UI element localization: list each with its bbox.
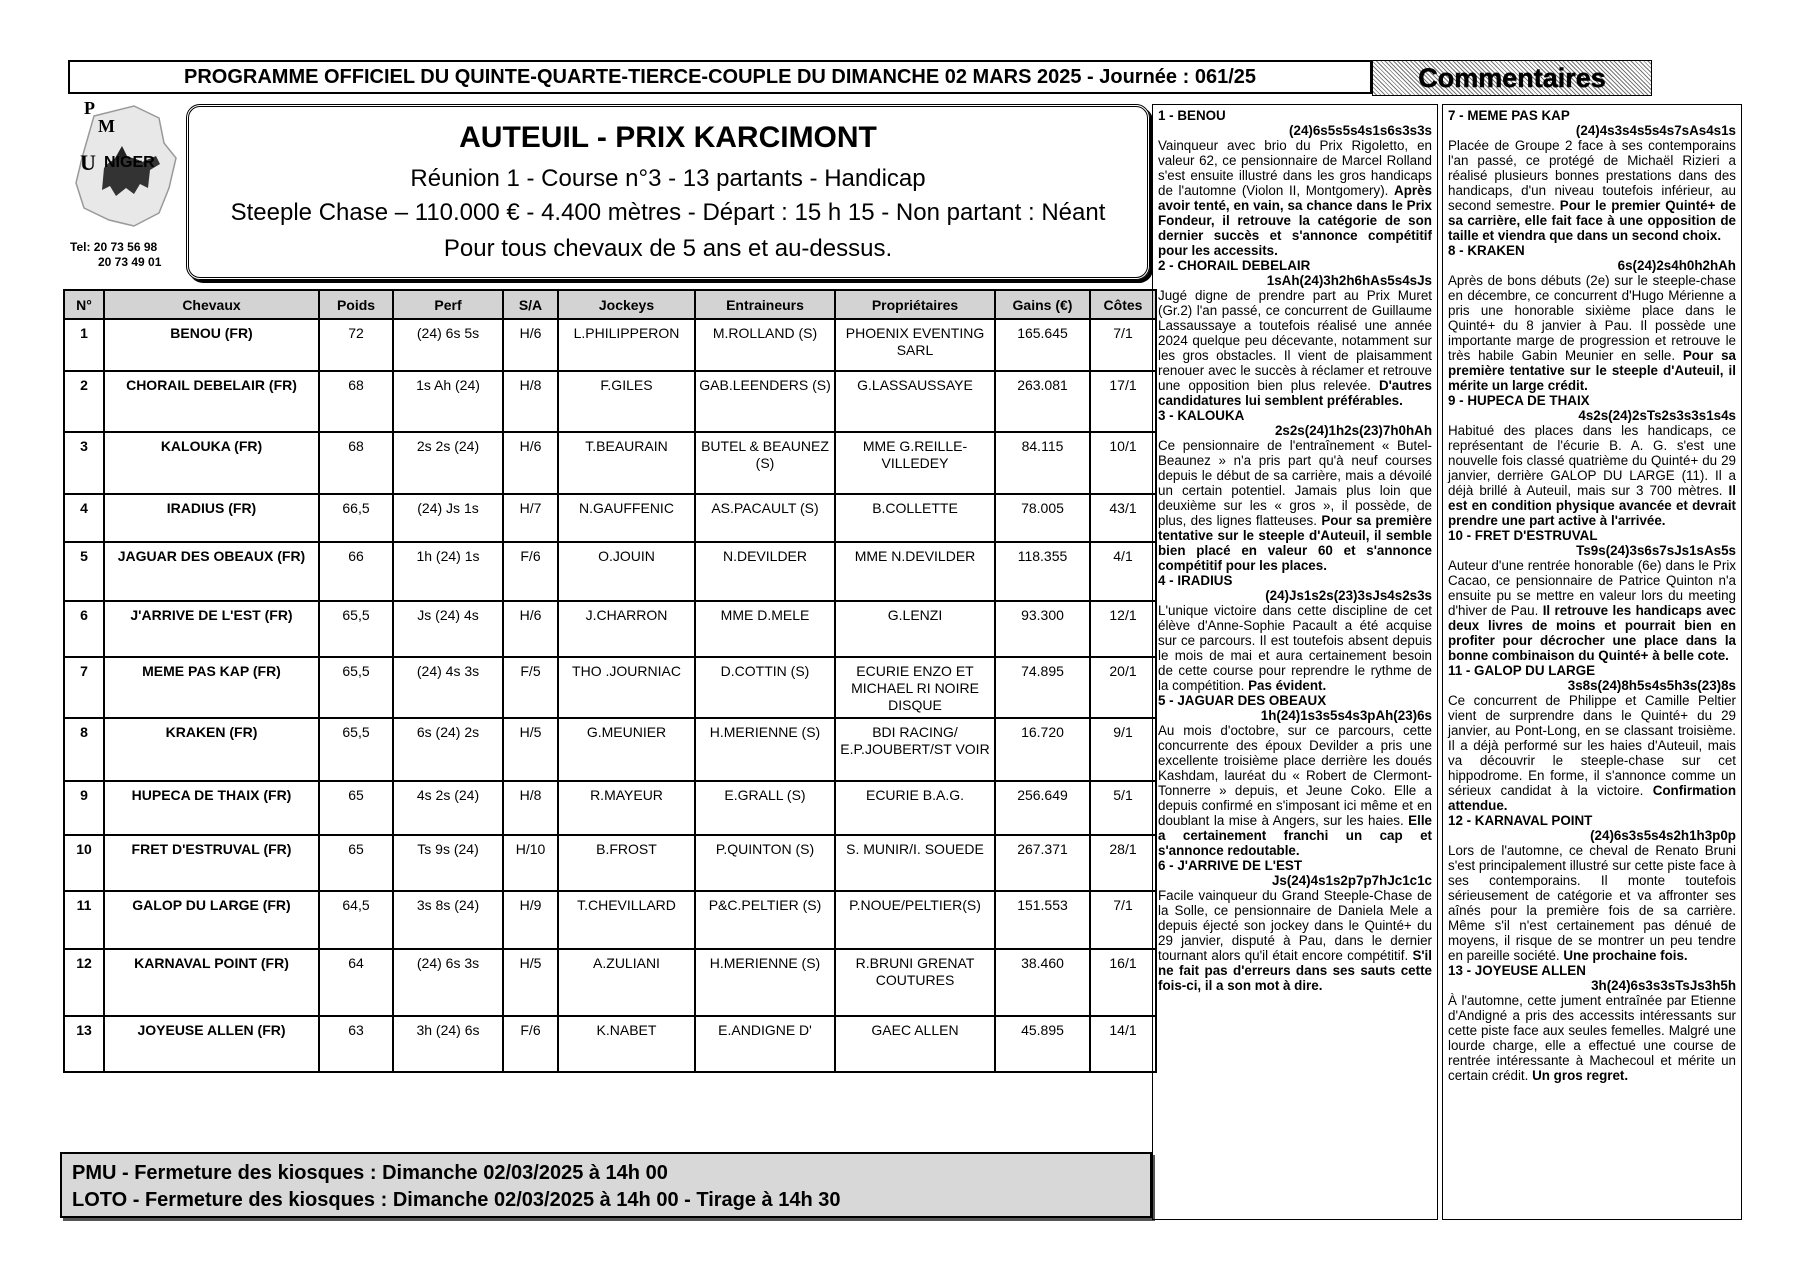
column-header: Propriétaires: [835, 290, 995, 319]
sex-age: H/6: [503, 601, 558, 657]
jockey: O.JOUIN: [558, 542, 695, 601]
comment-body: Auteur d'une rentrée honorable (6e) dans le Prix Cacao, ce pensionnaire de Patrice Quinton n'a ensuite pu se mettre en valeur lors du meeting d'hiver de Pau.: [1448, 558, 1736, 618]
table-row: [64, 601, 1156, 657]
runner-number: 9: [64, 781, 104, 835]
comment-horse-title: 11 - GALOP DU LARGE: [1448, 663, 1596, 678]
runner-number: 5: [64, 542, 104, 601]
sex-age: H/6: [503, 319, 558, 371]
runner-number: 8: [64, 718, 104, 781]
weight: 65,5: [319, 601, 393, 657]
comment-verdict: Il retrouve les handicaps avec deux livres de moins et pourrait bien en profiter pour décrocher une place dans la bonne combinaison du Quinté+ à belle cote.: [1448, 603, 1736, 663]
trainer: P&C.PELTIER (S): [695, 891, 835, 949]
sex-age: H/8: [503, 371, 558, 432]
sex-age: H/8: [503, 781, 558, 835]
trainer: AS.PACAULT (S): [695, 494, 835, 542]
race-title: AUTEUIL - PRIX KARCIMONT: [459, 121, 877, 154]
pmu-niger-logo: [64, 98, 182, 268]
comment-entry: [1448, 813, 1736, 963]
comment-form-line: (24)6s5s5s4s1s6s3s3s: [1289, 123, 1432, 138]
runner-number: 1: [64, 319, 104, 371]
horse-name: J'ARRIVE DE L'EST (FR): [104, 601, 319, 657]
owner: MME G.REILLE-VILLEDEY: [835, 432, 995, 494]
runners-table: [63, 289, 1157, 1073]
table-row: [64, 949, 1156, 1016]
owner: MME N.DEVILDER: [835, 542, 995, 601]
earnings: 84.115: [995, 432, 1090, 494]
comment-entry: [1448, 663, 1736, 813]
performance: (24) 4s 3s: [393, 657, 503, 718]
comment-entry: [1158, 573, 1432, 693]
odds: 20/1: [1090, 657, 1156, 718]
trainer: N.DEVILDER: [695, 542, 835, 601]
odds: 7/1: [1090, 319, 1156, 371]
runner-number: 11: [64, 891, 104, 949]
jockey: R.MAYEUR: [558, 781, 695, 835]
comment-horse-title: 7 - MEME PAS KAP: [1448, 108, 1570, 123]
owner: ECURIE B.A.G.: [835, 781, 995, 835]
earnings: 263.081: [995, 371, 1090, 432]
table-body: [64, 319, 1156, 1072]
odds: 14/1: [1090, 1016, 1156, 1072]
table-row: [64, 835, 1156, 891]
owner: GAEC ALLEN: [835, 1016, 995, 1072]
comment-body: Vainqueur avec brio du Prix Rigoletto, en valeur 62, ce pensionnaire de Marcel Rolland s'est ensuite illustré dans les gros handicaps de l'automne (Violon II, Montgomery).: [1158, 138, 1432, 198]
table-header-row: [64, 290, 1156, 319]
race-conditions: Steeple Chase – 110.000 € - 4.400 mètres - Départ : 15 h 15 - Non partant : Néant: [230, 199, 1106, 226]
logo-letter-m: M: [98, 116, 115, 136]
comment-body: Ce pensionnaire de l'entraînement « Butel-Beaunez » n'a pris part qu'à neuf courses depuis le début de sa carrière, mais a dévoilé un certain potentiel. Jamais plus loin que deuxième sur les « gros », il possède, de plus, des lignes flatteuses.: [1158, 438, 1432, 528]
earnings: 74.895: [995, 657, 1090, 718]
comment-text: [1448, 993, 1736, 1083]
footer-pmu-line: PMU - Fermeture des kiosques : Dimanche 02/03/2025 à 14h 00: [72, 1162, 668, 1184]
comment-horse-title: 4 - IRADIUS: [1158, 573, 1233, 588]
performance: 4s 2s (24): [393, 781, 503, 835]
earnings: 78.005: [995, 494, 1090, 542]
odds: 9/1: [1090, 718, 1156, 781]
footer-closing-times: [60, 1152, 1152, 1218]
horse-name: CHORAIL DEBELAIR (FR): [104, 371, 319, 432]
jockey: K.NABET: [558, 1016, 695, 1072]
runner-number: 10: [64, 835, 104, 891]
performance: (24) 6s 3s: [393, 949, 503, 1016]
comment-form-line: (24)6s3s5s4s2h1h3p0p: [1590, 828, 1736, 843]
jockey: J.CHARRON: [558, 601, 695, 657]
earnings: 165.645: [995, 319, 1090, 371]
runner-number: 7: [64, 657, 104, 718]
comment-text: [1448, 558, 1736, 663]
comment-verdict: Pour le premier Quinté+ de sa carrière, elle fait face à une opposition de taille et viendra que dans un second choix.: [1448, 198, 1736, 243]
sex-age: F/6: [503, 1016, 558, 1072]
program-title: PROGRAMME OFFICIEL DU QUINTE-QUARTE-TIERCE-COUPLE DU DIMANCHE 02 MARS 2025 - Journée : 061/25: [68, 60, 1372, 94]
earnings: 151.553: [995, 891, 1090, 949]
odds: 43/1: [1090, 494, 1156, 542]
comment-form-line: 4s2s(24)2sTs2s3s3s1s4s: [1578, 408, 1736, 423]
comment-body: Habitué des places dans les handicaps, ce représentant de l'écurie B. A. G. s'est une nouvelle fois classé quatrième du Quinté+ du 29 janvier, derrière GALOP DU LARGE (11). Il a déjà brillé à Auteuil, mais sur 3 700 mètres.: [1448, 423, 1736, 498]
weight: 65,5: [319, 657, 393, 718]
performance: (24) 6s 5s: [393, 319, 503, 371]
comment-entry: [1158, 258, 1432, 408]
comment-text: [1158, 138, 1432, 258]
comment-form-line: (24)4s3s4s5s4s7sAs4s1s: [1575, 123, 1736, 138]
comment-body: Jugé digne de prendre part au Prix Muret (Gr.2) l'an passé, ce concurrent de Guillaume Lassaussaye a toutefois réalisé une année 2024 quelque peu décevante, notamment sur les gros obstacles. Il vient de plaisamment renouer avec le succès à réclamer et retrouve une opposition bien plus relevée.: [1158, 288, 1432, 393]
jockey: N.GAUFFENIC: [558, 494, 695, 542]
earnings: 16.720: [995, 718, 1090, 781]
horse-name: FRET D'ESTRUVAL (FR): [104, 835, 319, 891]
horse-name: MEME PAS KAP (FR): [104, 657, 319, 718]
owner: P.NOUE/PELTIER(S): [835, 891, 995, 949]
comment-verdict: Pas évident.: [1248, 678, 1327, 693]
odds: 4/1: [1090, 542, 1156, 601]
comment-horse-title: 1 - BENOU: [1158, 108, 1226, 123]
horse-name: BENOU (FR): [104, 319, 319, 371]
comment-horse-title: 12 - KARNAVAL POINT: [1448, 813, 1593, 828]
column-header: Côtes: [1090, 290, 1156, 319]
race-meeting-info: Réunion 1 - Course n°3 - 13 partants - Handicap: [410, 165, 926, 192]
column-header: Poids: [319, 290, 393, 319]
jockey: G.MEUNIER: [558, 718, 695, 781]
column-header: Entraineurs: [695, 290, 835, 319]
weight: 68: [319, 371, 393, 432]
trainer: E.ANDIGNE D': [695, 1016, 835, 1072]
comment-text: [1448, 138, 1736, 243]
comment-entry: [1448, 108, 1736, 243]
owner: BDI RACING/ E.P.JOUBERT/ST VOIR: [835, 718, 995, 781]
sex-age: H/10: [503, 835, 558, 891]
comment-text: [1448, 693, 1736, 813]
sex-age: H/6: [503, 432, 558, 494]
weight: 68: [319, 432, 393, 494]
comment-verdict: Après avoir tenté, en vain, sa chance dans le Prix Fondeur, il retrouve la catégorie de son dernier succès et s'annonce compétitif pour les accessits.: [1158, 183, 1432, 258]
comment-verdict: Pour sa première tentative sur le steeple d'Auteuil, il mérite un large crédit.: [1448, 348, 1736, 393]
odds: 28/1: [1090, 835, 1156, 891]
comment-form-line: 2s2s(24)1h2s(23)7h0hAh: [1274, 423, 1432, 438]
runner-number: 13: [64, 1016, 104, 1072]
table-row: [64, 891, 1156, 949]
comment-entry: [1158, 858, 1432, 993]
comment-form-line: 3s8s(24)8h5s4s5h3s(23)8s: [1567, 678, 1736, 693]
performance: 1h (24) 1s: [393, 542, 503, 601]
comment-verdict: Pour sa première tentative sur le steeple d'Auteuil, il semble bien placé en valeur 60 et s'annonce compétitif pour les places.: [1158, 513, 1432, 573]
comment-verdict: Une prochaine fois.: [1563, 948, 1688, 963]
jockey: T.BEAURAIN: [558, 432, 695, 494]
sex-age: H/7: [503, 494, 558, 542]
comment-body: Placée de Groupe 2 face à ses contemporains l'an passé, ce protégé de Michaël Rizieri a réalisé plusieurs bonnes prestations dans des handicaps, d'un niveau toutefois inférieur, au second semestre.: [1448, 138, 1736, 213]
comment-body: Après de bons débuts (2e) sur le steeple-chase en décembre, ce concurrent d'Hugo Mérienne a pris une honorable sixième place dans le Quinté+ du 8 janvier à Pau. Il possède une importante marge de progression et retrouve le très habile Gabin Meunier en selle.: [1448, 273, 1736, 363]
comment-entry: [1158, 693, 1432, 858]
performance: 3h (24) 6s: [393, 1016, 503, 1072]
table-row: [64, 657, 1156, 718]
odds: 17/1: [1090, 371, 1156, 432]
sex-age: H/5: [503, 949, 558, 1016]
runner-number: 4: [64, 494, 104, 542]
horse-name: JOYEUSE ALLEN (FR): [104, 1016, 319, 1072]
comment-entry: [1448, 963, 1736, 1083]
column-header: N°: [64, 290, 104, 319]
telephone-1: Tel: 20 73 56 98: [70, 240, 158, 254]
odds: 7/1: [1090, 891, 1156, 949]
table-row: [64, 371, 1156, 432]
performance: (24) Js 1s: [393, 494, 503, 542]
comment-text: [1158, 288, 1432, 408]
race-info-box: [186, 104, 1150, 280]
sex-age: H/5: [503, 718, 558, 781]
horse-name: KARNAVAL POINT (FR): [104, 949, 319, 1016]
comment-body: Lors de l'automne, ce cheval de Renato Bruni s'est principalement illustré sur cette piste face à ses contemporains. Il monte toutefois sérieusement de catégorie et va affronter ses aînés pour la première fois de sa carrière. Même s'il n'est certainement pas dénué de moyens, il risque de se montrer un peu tendre en pareille société.: [1448, 843, 1736, 963]
odds: 5/1: [1090, 781, 1156, 835]
performance: 2s 2s (24): [393, 432, 503, 494]
trainer: BUTEL & BEAUNEZ (S): [695, 432, 835, 494]
comment-verdict: D'autres candidatures lui semblent préférables.: [1158, 378, 1432, 408]
owner: B.COLLETTE: [835, 494, 995, 542]
odds: 10/1: [1090, 432, 1156, 494]
performance: Js (24) 4s: [393, 601, 503, 657]
sex-age: F/5: [503, 657, 558, 718]
comment-body: Au mois d'octobre, sur ce parcours, cette concurrente des époux Devilder a pris une excellente troisième place derrière les doués Kashdam, lauréat du « Robert de Clermont-Tonnerre » depuis, et Jeune Coko. Elle a depuis confirmé en s'imposant ici même et en doublant la mise à Angers, sur les haies.: [1158, 723, 1432, 828]
comment-form-line: 1h(24)1s3s5s4s3pAh(23)6s: [1260, 708, 1432, 723]
trainer: M.ROLLAND (S): [695, 319, 835, 371]
column-header: Chevaux: [104, 290, 319, 319]
comment-verdict: Un gros regret.: [1532, 1068, 1629, 1083]
owner: G.LASSAUSSAYE: [835, 371, 995, 432]
horse-name: GALOP DU LARGE (FR): [104, 891, 319, 949]
comments-title: [1372, 60, 1652, 96]
performance: Ts 9s (24): [393, 835, 503, 891]
earnings: 45.895: [995, 1016, 1090, 1072]
comment-entry: [1448, 243, 1736, 393]
comment-text: [1158, 603, 1432, 693]
comment-verdict: S'il ne fait pas d'erreurs dans ses sauts cette fois-ci, il a son mot à dire.: [1158, 948, 1432, 993]
comment-body: Facile vainqueur du Grand Steeple-Chase de la Solle, ce pensionnaire de Daniela Mele a depuis éjecté son jockey dans le Quinté+ du 29 janvier, disputé à Pau, dans le dernier tournant alors qu'il était encore compétitif.: [1158, 888, 1432, 963]
comment-text: [1448, 843, 1736, 963]
horse-name: KALOUKA (FR): [104, 432, 319, 494]
trainer: GAB.LEENDERS (S): [695, 371, 835, 432]
telephone-2: 20 73 49 01: [98, 255, 162, 269]
comment-form-line: Js(24)4s1s2p7p7hJc1c1c: [1271, 873, 1432, 888]
jockey: F.GILES: [558, 371, 695, 432]
comment-horse-title: 2 - CHORAIL DEBELAIR: [1158, 258, 1311, 273]
comment-verdict: Confirmation attendue.: [1448, 783, 1736, 813]
weight: 65: [319, 781, 393, 835]
comment-text: [1158, 723, 1432, 858]
owner: S. MUNIR/I. SOUEDE: [835, 835, 995, 891]
earnings: 256.649: [995, 781, 1090, 835]
earnings: 93.300: [995, 601, 1090, 657]
comment-form-line: (24)Js1s2s(23)3sJs4s2s3s: [1265, 588, 1432, 603]
comments-title-text: Commentaires: [1418, 62, 1606, 93]
comment-horse-title: 5 - JAGUAR DES OBEAUX: [1158, 693, 1327, 708]
weight: 66: [319, 542, 393, 601]
comment-form-line: 6s(24)2s4h0h2hAh: [1617, 258, 1736, 273]
performance: 3s 8s (24): [393, 891, 503, 949]
column-header: S/A: [503, 290, 558, 319]
footer-loto-line: LOTO - Fermeture des kiosques : Dimanche 02/03/2025 à 14h 00 - Tirage à 14h 30: [72, 1189, 841, 1211]
owner: R.BRUNI GRENAT COUTURES: [835, 949, 995, 1016]
comment-form-line: Ts9s(24)3s6s7sJs1sAs5s: [1576, 543, 1736, 558]
sex-age: H/9: [503, 891, 558, 949]
comments-column-1: [1152, 104, 1438, 1220]
comment-body: Ce concurrent de Philippe et Camille Peltier vient de surprendre dans le Quinté+ du 29 janvier, au Pont-Long, en se classant troisième. Il a déjà performé sur les haies d'Auteuil, mais va découvrir le steeple-chase sur cet hippodrome. En forme, il s'annonce comme un sérieux candidat à la victoire.: [1448, 693, 1736, 798]
race-eligibility: Pour tous chevaux de 5 ans et au-dessus.: [443, 235, 893, 262]
logo-letter-p: P: [84, 98, 95, 118]
runner-number: 2: [64, 371, 104, 432]
runner-number: 6: [64, 601, 104, 657]
comment-text: [1448, 273, 1736, 393]
weight: 65: [319, 835, 393, 891]
table-row: [64, 542, 1156, 601]
horse-name: HUPECA DE THAIX (FR): [104, 781, 319, 835]
table-row: [64, 432, 1156, 494]
comment-text: [1448, 423, 1736, 528]
comments-column-2: [1442, 104, 1742, 1220]
horse-name: KRAKEN (FR): [104, 718, 319, 781]
trainer: D.COTTIN (S): [695, 657, 835, 718]
comment-horse-title: 10 - FRET D'ESTRUVAL: [1448, 528, 1598, 543]
weight: 64,5: [319, 891, 393, 949]
jockey: THO .JOURNIAC: [558, 657, 695, 718]
runner-number: 3: [64, 432, 104, 494]
trainer: MME D.MELE: [695, 601, 835, 657]
earnings: 267.371: [995, 835, 1090, 891]
comment-horse-title: 9 - HUPECA DE THAIX: [1448, 393, 1590, 408]
trainer: P.QUINTON (S): [695, 835, 835, 891]
comment-form-line: 1sAh(24)3h2h6hAs5s4sJs: [1266, 273, 1432, 288]
comment-verdict: Il est en condition physique avancée et devrait prendre une part active à l'arrivée.: [1448, 483, 1736, 528]
odds: 12/1: [1090, 601, 1156, 657]
comment-horse-title: 8 - KRAKEN: [1448, 243, 1525, 258]
trainer: H.MERIENNE (S): [695, 949, 835, 1016]
column-header: Gains (€): [995, 290, 1090, 319]
comment-body: À l'automne, cette jument entraînée par Etienne d'Andigné a pris des accessits intéressants sur cette piste face aux seules femelles. Malgré une lourde charge, elle a effectué une course de rentrée intéressante à Machecoul et mérite un certain crédit.: [1448, 993, 1736, 1083]
owner: G.LENZI: [835, 601, 995, 657]
comment-entry: [1448, 528, 1736, 663]
horse-name: JAGUAR DES OBEAUX (FR): [104, 542, 319, 601]
earnings: 118.355: [995, 542, 1090, 601]
comment-text: [1158, 438, 1432, 573]
weight: 65,5: [319, 718, 393, 781]
weight: 66,5: [319, 494, 393, 542]
owner: ECURIE ENZO ET MICHAEL RI NOIRE DISQUE: [835, 657, 995, 718]
jockey: A.ZULIANI: [558, 949, 695, 1016]
owner: PHOENIX EVENTING SARL: [835, 319, 995, 371]
jockey: T.CHEVILLARD: [558, 891, 695, 949]
comment-form-line: 3h(24)6s3s3sTsJs3h5h: [1591, 978, 1736, 993]
table-row: [64, 1016, 1156, 1072]
performance: 6s (24) 2s: [393, 718, 503, 781]
weight: 63: [319, 1016, 393, 1072]
trainer: E.GRALL (S): [695, 781, 835, 835]
jockey: L.PHILIPPERON: [558, 319, 695, 371]
comment-horse-title: 13 - JOYEUSE ALLEN: [1448, 963, 1586, 978]
comment-verdict: Elle a certainement franchi un cap et s'annonce redoutable.: [1158, 813, 1432, 858]
horse-name: IRADIUS (FR): [104, 494, 319, 542]
table-row: [64, 781, 1156, 835]
weight: 72: [319, 319, 393, 371]
logo-letter-u: U: [80, 150, 96, 175]
runner-number: 12: [64, 949, 104, 1016]
comment-entry: [1158, 408, 1432, 573]
weight: 64: [319, 949, 393, 1016]
logo-word-niger: NIGER: [104, 154, 155, 171]
comment-entry: [1158, 108, 1432, 258]
sex-age: F/6: [503, 542, 558, 601]
comment-body: L'unique victoire dans cette discipline de cet élève d'Anne-Sophie Pacault a été acquise sur ce parcours. Il est toutefois absent depuis le mois de mai et aura certainement besoin de cette course pour reprendre le rythme de la compétition.: [1158, 603, 1432, 693]
table-row: [64, 718, 1156, 781]
column-header: Perf: [393, 290, 503, 319]
trainer: H.MERIENNE (S): [695, 718, 835, 781]
comment-entry: [1448, 393, 1736, 528]
comment-text: [1158, 888, 1432, 993]
comment-horse-title: 6 - J'ARRIVE DE L'EST: [1158, 858, 1303, 873]
table-row: [64, 494, 1156, 542]
odds: 16/1: [1090, 949, 1156, 1016]
table-row: [64, 319, 1156, 371]
performance: 1s Ah (24): [393, 371, 503, 432]
comment-horse-title: 3 - KALOUKA: [1158, 408, 1245, 423]
column-header: Jockeys: [558, 290, 695, 319]
jockey: B.FROST: [558, 835, 695, 891]
earnings: 38.460: [995, 949, 1090, 1016]
